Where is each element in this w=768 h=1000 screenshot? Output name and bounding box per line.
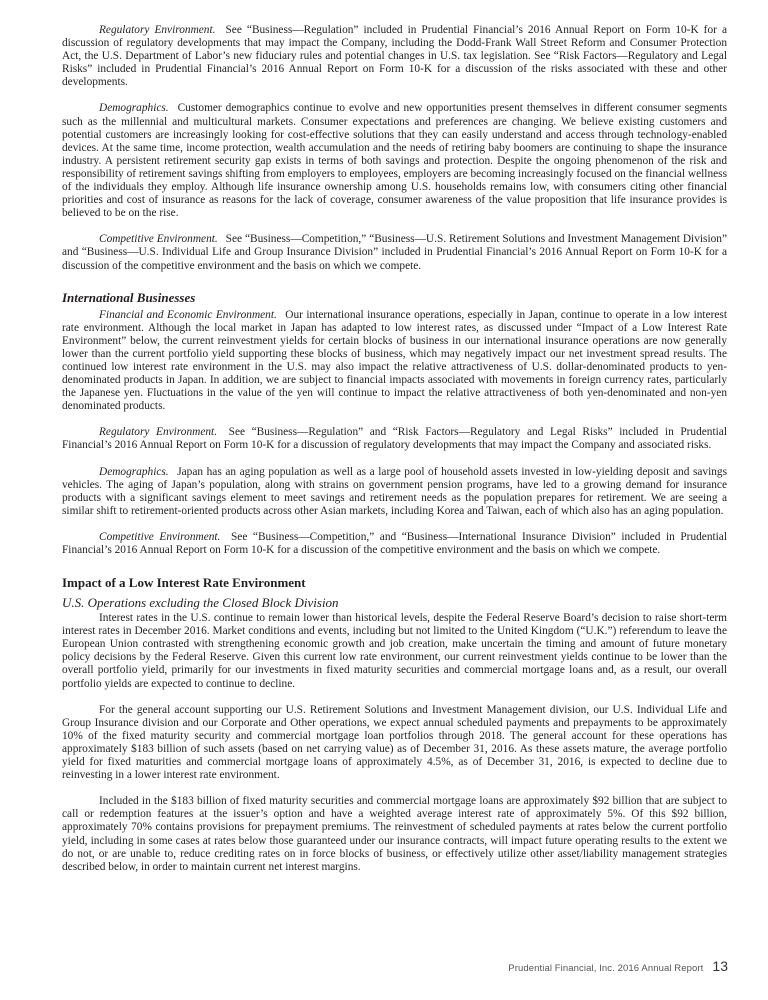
paragraph-text: Customer demographics continue to evolve and new opportunities present themselves in different consumer segments such as the millennial and multicultural markets. Consumer expectations and preferences are changing. We believe existing customers and potential customers are increasingly looking for cost-effective solutions that they can easily understand and access through technology-enabled devices. At the same time, income protection, wealth accumulation and the needs of retiring baby boomers are continuing to shape the insurance industry. A persistent retirement security gap exists in terms of both savings and protection. Despite the ongoing phenomenon of the risk and responsibility of retirement savings shifting from employers to employees, employers are becoming increasingly focused on the financial wellness of the individuals they employ. Although life insurance ownership among U.S. households remains low, with consumers citing other financial priorities and cost of insurance as reasons for the lack of coverage, consumer awareness of the value proposition that life insurance provides is believed to be on the rise.: [62, 102, 727, 220]
run-in-heading: Financial and Economic Environment.: [99, 308, 277, 321]
subheading-us-operations: U.S. Operations excluding the Closed Block Division: [62, 595, 339, 611]
run-in-heading: Demographics.: [99, 465, 169, 478]
page-number: 13: [712, 958, 728, 974]
paragraph-text: Japan has an aging population as well as a large pool of household assets invested in low-yielding deposit and savings vehicles. The aging of Japan’s population, along with strains on government pension programs, have led to a growing demand for insurance products with a significant savings element to meet savings and retirement needs as the population prepares for retirement. We are seeing a similar shift to retirement-oriented products across other Asian markets, including Korea and Taiwan, each of which also has an aging population.: [62, 465, 727, 517]
footer-report-title: Prudential Financial, Inc. 2016 Annual Report: [508, 963, 704, 974]
paragraph-intl-financial-economic-environment: [62, 309, 727, 414]
paragraph-us-competitive-environment: [62, 233, 727, 272]
paragraph-intl-competitive-environment: [62, 531, 727, 557]
run-in-heading: Competitive Environment.: [99, 530, 221, 543]
document-page: [62, 24, 727, 887]
paragraph-us-regulatory-environment: [62, 24, 727, 89]
paragraph-intl-regulatory-environment: [62, 426, 727, 452]
run-in-heading: Regulatory Environment.: [99, 24, 216, 36]
section-heading-low-interest-rate: Impact of a Low Interest Rate Environment: [62, 575, 306, 591]
paragraph-low-rate-1: Interest rates in the U.S. continue to remain lower than historical levels, despite the Federal Reserve Board’s decision to raise short-term interest rates in December 2016. Market conditions and events, including but not limited to the United Kingdom (“U.K.”) referendum to leave the European Union contrasted with strengthening economic growth and job creation, make uncertain the timing and amount of future monetary policy decisions by the Federal Reserve. Given this current low rate environment, our current reinvestment yields continue to be lower than the overall portfolio yield, primarily for our investments in fixed maturity securities and commercial mortgage loans and, as a result, our overall portfolio yields are expected to continue to decline.: [62, 612, 727, 690]
paragraph-low-rate-2: For the general account supporting our U.S. Retirement Solutions and Investment Management division, our U.S. Individual Life and Group Insurance division and our Corporate and Other operations, we expect annual scheduled payments and prepayments to be approximately 10% of the fixed maturity security and commercial mortgage loan portfolios through 2018. The general account for these operations has approximately $183 billion of such assets (based on net carrying value) as of December 31, 2016. As these assets mature, the average portfolio yield for fixed maturities and commercial mortgage loans of approximately 4.5%, as of December 31, 2016, is expected to decline due to reinvesting in a lower interest rate environment.: [62, 703, 727, 782]
paragraph-text: See “Business—Competition,” “Business—U.S. Retirement Solutions and Investment Management Division” and “Business—U.S. Individual Life and Group Insurance Division” included in Prudential Financial’s 2016 Annual Report on Form 10-K for a discussion of the competitive environment and the basis on which we compete.: [62, 233, 727, 272]
run-in-heading: Regulatory Environment.: [99, 426, 218, 439]
paragraph-text: See “Business—Regulation” and “Risk Factors—Regulatory and Legal Risks” included in Prudential Financial’s 2016 Annual Report on Form 10-K for a discussion of regulatory developments that may impact the Company and associated risks.: [62, 426, 727, 452]
paragraph-text: Our international insurance operations, especially in Japan, continue to operate in a low interest rate environment. Although the local market in Japan has adapted to low interest rates, as discussed under “Impact of a Low Interest Rate Environment” below, the current reinvestment yields for certain blocks of business in our international insurance operations are now generally lower than the current portfolio yield supporting these blocks of business, which may negatively impact our net investment spread results. The continued low interest rate environment in the U.S. may also impact the relative attractiveness of U.S. dollar-denominated products to yen-denominated products in Japan. In addition, we are subject to financial impacts associated with movements in foreign currency rates, particularly the Japanese yen. Fluctuations in the value of the yen will continue to impact the relative attractiveness of both yen-denominated and non-yen denominated products.: [62, 308, 727, 413]
paragraph-intl-demographics: [62, 466, 727, 518]
paragraph-text: See “Business—Regulation” included in Prudential Financial’s 2016 Annual Report on Form 10-K for a discussion of regulatory developments that may impact the Company, including the Dodd-Frank Wall Street Reform and Consumer Protection Act, the U.S. Department of Labor’s new fiduciary rules and potential changes in U.S. tax legislation. See “Risk Factors—Regulatory and Legal Risks” included in Prudential Financial’s 2016 Annual Report on Form 10-K for a discussion of the risks associated with these and other developments.: [62, 24, 727, 89]
paragraph-text: See “Business—Competition,” and “Business—International Insurance Division” included in Prudential Financial’s 2016 Annual Report on Form 10-K for a discussion of the competitive environment and the basis on which we compete.: [62, 530, 727, 556]
paragraph-us-demographics: [62, 102, 727, 220]
paragraph-low-rate-3: Included in the $183 billion of fixed maturity securities and commercial mortgage loans are approximately $92 billion that are subject to call or redemption features at the issuer’s option and have a weighted average interest rate of approximately 5%. Of this $92 billion, approximately 70% contains provisions for prepayment premiums. The reinvestment of scheduled payments at rates below the current portfolio yield, including in some cases at rates below those guaranteed under our insurance contracts, will impact future operating results to the extent we do not, or are unable to, reduce crediting rates on in force blocks of business, or effectively utilize other asset/liability management strategies described below, in order to maintain current net interest margins.: [62, 795, 727, 873]
page-footer: [508, 958, 728, 974]
run-in-heading: Demographics.: [99, 102, 169, 115]
run-in-heading: Competitive Environment.: [99, 233, 218, 246]
section-heading-international-businesses: International Businesses: [62, 289, 196, 305]
